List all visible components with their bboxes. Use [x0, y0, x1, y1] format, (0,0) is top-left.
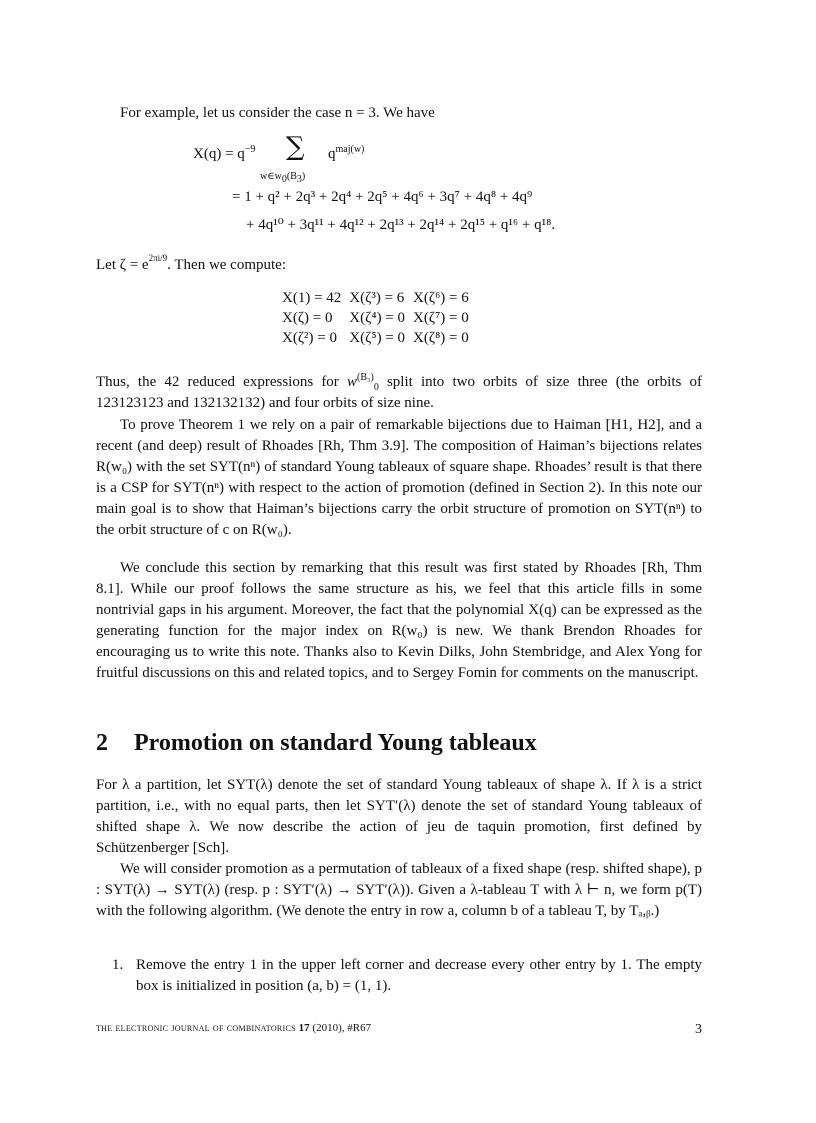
equation-line-3: + 4q¹⁰ + 3q¹¹ + 4q¹² + 2q¹³ + 2q¹⁴ + 2q¹⁵ + q¹⁶ + q¹⁸. — [246, 217, 556, 233]
zeta-table-cell: X(ζ⁵) = 0 — [349, 330, 406, 346]
page-footer — [96, 1022, 702, 1037]
section-title: Promotion on standard Young tableaux — [134, 730, 537, 756]
equation-line-2: = 1 + q² + 2q³ + 2q⁴ + 2q⁵ + 4q⁶ + 3q⁷ + 4q⁸ + 4q⁹ — [232, 189, 533, 205]
zeta-table-cell: X(ζ⁸) = 0 — [413, 330, 469, 346]
summation-subscript: $w\in w_0(B_3)$ — [260, 171, 306, 185]
journal-name: the electronic journal of combinatorics — [96, 1022, 296, 1034]
zeta-table-cell: X(ζ²) = 0 — [282, 330, 337, 346]
paragraph-proof-outline: To prove Theorem 1 we rely on a pair of remarkable bijections due to Haiman [H1, H2], and a recent (and deep) result of Rhoades [Rh, Thm 3.9]. The composition of Haiman’s bijections relates R(w₀) with the set SYT(nⁿ) of standard Young tableaux of square shape. Rhoades’ result is that there is a CSP for SYT(nⁿ) with respect to the action of promotion (defined in Section 2). In this note our main goal is to show that Haiman’s bijections carry the orbit structure of promotion on SYT(nⁿ) to the orbit structure of c on R(w₀). — [96, 417, 702, 538]
intro-text: For example, let us consider the case n = 3. We have — [120, 105, 435, 121]
paragraph-orbits: Thus, the 42 reduced expressions for $w^{(B_3)}_0$ split into two orbits of size three (the orbits of 123123123 and 132132132) and four orbits of size nine. — [96, 372, 702, 411]
zeta-definition: Let $\zeta = e^{2\pi i/9}$. Then we compute: — [96, 253, 286, 273]
paragraph-acknowledgments: We conclude this section by remarking that this result was first stated by Rhoades [Rh, Thm 8.1]. While our proof follows the same structure as his, we feel that this article fills in some nontrivial gaps in his argument. Moreover, the fact that the polynomial X(q) can be expressed as the generating function for the major index on R(w₀) is new. We thank Brendon Rhoades for encouraging us to write this note. Thanks also to Kevin Dilks, John Stembridge, and Alex Yong for fruitful discussions on this and related topics, and to Sergey Fomin for comments on the manuscript. — [96, 560, 702, 681]
zeta-evaluation-table — [282, 288, 477, 348]
zeta-table-row — [282, 328, 477, 348]
zeta-table-cell: X(1) = 42 — [282, 290, 342, 306]
algorithm-step-1: 1. Remove the entry 1 in the upper left corner and decrease every other entry by 1. The empty box is initialized in position (a, b) = (1, 1). — [112, 957, 702, 994]
zeta-table-row — [282, 288, 477, 308]
zeta-table-cell: X(ζ⁴) = 0 — [349, 310, 406, 326]
journal-volume: 17 — [298, 1022, 310, 1034]
section-number: 2 — [96, 730, 108, 756]
zeta-table-cell: X(ζ⁷) = 0 — [413, 310, 469, 326]
journal-issue: (2010), #R67 — [312, 1022, 372, 1034]
paragraph-definitions: For λ a partition, let SYT(λ) denote the set of standard Young tableaux of shape λ. If λ is a strict partition, i.e., with no equal parts, then let SYT′(λ) denote the set of standard Young tableaux of shifted shape λ. We now describe the action of jeu de taquin promotion, first defined by Schützenberger [Sch]. — [96, 777, 702, 856]
equation-lhs: $X(q) = q^{-9}$ — [193, 144, 256, 162]
paragraph-promotion-setup: We will consider promotion as a permutation of tableaux of a fixed shape (resp. shifted shape), p : SYT(λ) → SYT(λ) (resp. p : SYT′(λ) → SYT′(λ)). Given a λ-tableau T with λ ⊢ n, we form p(T) with the following algorithm. (We denote the entry in row a, column b of a tableau T, by Tₐ,ᵦ.) — [96, 861, 702, 919]
zeta-table-cell: X(ζ³) = 6 — [349, 290, 405, 306]
summation-sign: ∑ — [286, 132, 305, 162]
page-number: 3 — [695, 1022, 702, 1037]
zeta-table-cell: X(ζ⁶) = 6 — [413, 290, 469, 306]
zeta-table-row — [282, 308, 477, 328]
section-heading — [96, 728, 537, 758]
zeta-table-cell: X(ζ) = 0 — [282, 310, 333, 326]
equation-summand: $q^{maj(w)}$ — [328, 144, 365, 162]
